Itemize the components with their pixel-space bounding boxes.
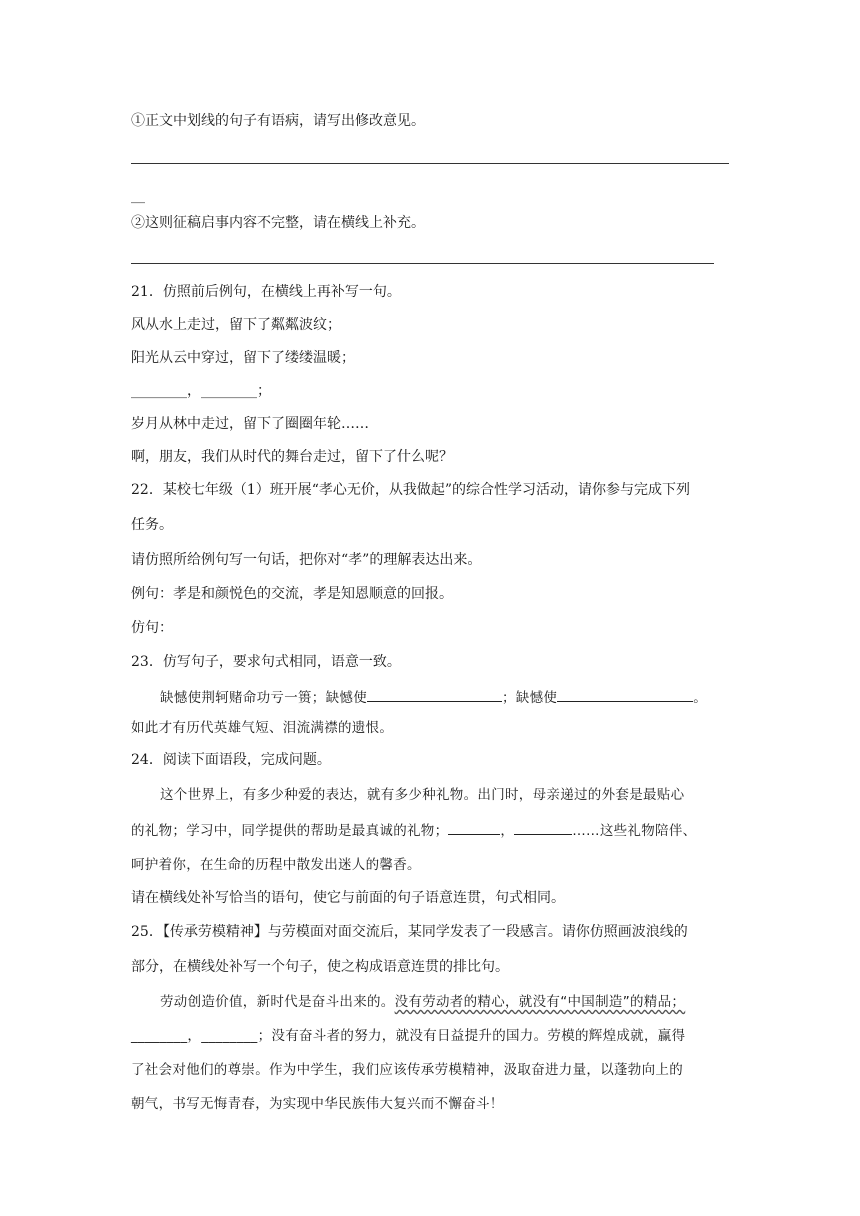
- q21-example-3: 岁月从林中走过，留下了圈圈年轮……: [131, 416, 369, 432]
- q25-blank-line[interactable]: ________，________: [131, 1028, 258, 1044]
- q22-answer-label: 仿句：: [131, 620, 173, 636]
- q20-answer-line-tail: __: [131, 188, 145, 204]
- q21-title: 21．仿照前后例句，在横线上再补写一句。: [131, 284, 401, 300]
- q22-example: 例句：孝是和颜悦色的交流，孝是知恩顺意的回报。: [131, 586, 453, 602]
- q25-para-2-rest: ；没有奋斗者的努力，就没有日益提升的国力。劳模的辉煌成就，赢得: [257, 1028, 686, 1044]
- q24-blank-2[interactable]: [514, 820, 572, 835]
- q20-item-1: ①正文中划线的句子有语病，请写出修改意见。: [131, 113, 425, 129]
- q25-para-2: [131, 1026, 685, 1046]
- q24-para-2-c: ……这些礼物陪伴、: [572, 823, 697, 839]
- q24-para-3: 呵护着你，在生命的历程中散发出迷人的馨香。: [131, 857, 421, 873]
- q23-seg-1: 缺憾使荆轲赌命功亏一篑；缺憾使: [160, 690, 367, 706]
- q22-instruction: 请仿照所给例句写一句话，把你对“孝”的理解表达出来。: [131, 552, 482, 568]
- q21-example-2: 阳光从云中穿过，留下了缕缕温暖；: [131, 350, 355, 366]
- q21-blank-line[interactable]: ________，________；: [131, 383, 271, 399]
- q20-answer-line-2[interactable]: [131, 263, 714, 264]
- q25-wavy-sentence: 没有劳动者的精心，就没有“中国制造”的精品；: [394, 994, 686, 1010]
- q22-title-line-1: 22．某校七年级（1）班开展“孝心无价，从我做起”的综合性学习活动，请你参与完成下列: [131, 482, 691, 498]
- q23-seg-2: ；缺憾使: [502, 690, 558, 706]
- q24-para-2-b: ，: [500, 823, 515, 839]
- q24-blank-1[interactable]: [448, 820, 500, 835]
- q20-answer-line-1[interactable]: [131, 163, 729, 164]
- q20-item-2: ②这则征稿启事内容不完整，请在横线上补充。: [131, 215, 425, 231]
- q25-title-line-1: 25．【传承劳模精神】与劳模面对面交流后，某同学发表了一段感言。请你仿照画波浪线的: [131, 924, 688, 940]
- q23-sentence: [160, 687, 707, 708]
- q24-title: 24．阅读下面语段，完成问题。: [131, 752, 331, 768]
- q22-title-line-2: 任务。: [131, 517, 173, 533]
- q25-title-line-2: 部分，在横线处补写一个句子，使之构成语意连贯的排比句。: [131, 959, 509, 975]
- q23-blank-1[interactable]: [367, 687, 502, 702]
- q23-seg-3: 。: [693, 690, 708, 706]
- q23-blank-2[interactable]: [557, 687, 693, 702]
- q25-para-1-a: 劳动创造价值，新时代是奋斗出来的。: [160, 994, 395, 1010]
- q25-para-3: 了社会对他们的尊崇。作为中学生，我们应该传承劳模精神，汲取奋进力量，以蓬勃向上的: [131, 1062, 683, 1078]
- q24-para-2-a: 的礼物；学习中，同学提供的帮助是最真诚的礼物；: [131, 823, 449, 839]
- q25-para-4: 朝气，书写无悔青春，为实现中华民族伟大复兴而不懈奋斗！: [131, 1096, 504, 1112]
- q24-instruction: 请在横线处补写恰当的语句，使它与前面的句子语意连贯，句式相同。: [131, 890, 565, 906]
- q23-line-2: 如此才有历代英雄气短、泪流满襟的遗恨。: [131, 720, 394, 736]
- q24-para-1: 这个世界上，有多少种爱的表达，就有多少种礼物。出门时，母亲递过的外套是最贴心: [160, 787, 685, 803]
- q24-para-2: [131, 820, 696, 841]
- q21-example-1: 风从水上走过，留下了粼粼波纹；: [131, 317, 341, 333]
- q25-para-1: [160, 992, 685, 1012]
- q23-title: 23．仿写句子，要求句式相同，语意一致。: [131, 654, 401, 670]
- q21-example-4: 啊，朋友，我们从时代的舞台走过，留下了什么呢？: [131, 449, 453, 465]
